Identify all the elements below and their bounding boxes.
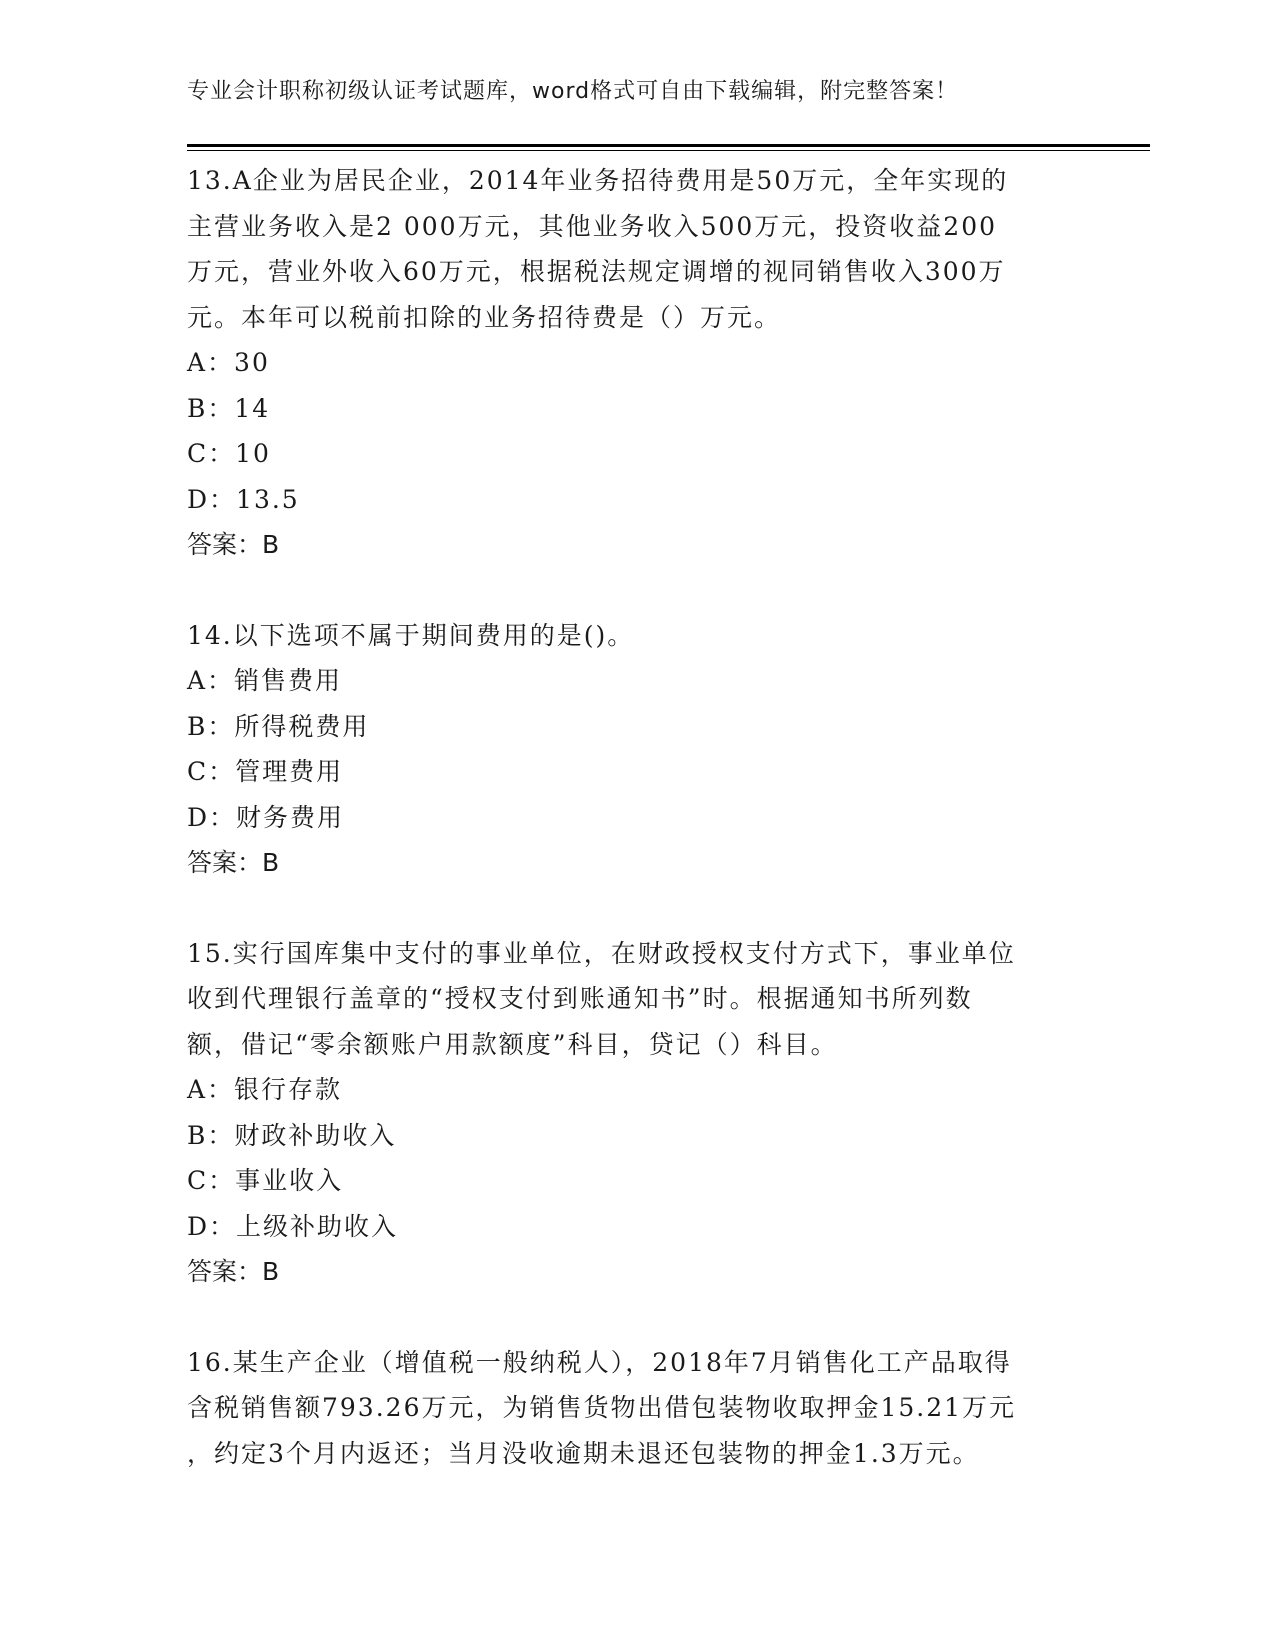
question-16 bbox=[187, 1340, 1077, 1477]
answer-line: 答案：B bbox=[187, 848, 280, 877]
option-b: B：所得税费用 bbox=[187, 711, 370, 741]
option-d: D：上级补助收入 bbox=[187, 1211, 399, 1241]
question-text-line: 额，借记“零余额账户用款额度”科目，贷记（）科目。 bbox=[187, 1029, 838, 1059]
question-text-line: 主营业务收入是2 000万元，其他业务收入500万元，投资收益200 bbox=[187, 211, 998, 241]
question-list bbox=[187, 158, 1077, 1476]
header-rule-thick bbox=[187, 144, 1150, 147]
option-b: B：财政补助收入 bbox=[187, 1120, 397, 1150]
question-text-line: 收到代理银行盖章的“授权支付到账通知书”时。根据通知书所列数 bbox=[187, 984, 973, 1013]
option-b: B：14 bbox=[187, 393, 271, 423]
question-text-line: ，约定3个月内返还；当月没收逾期未退还包装物的押金1.3万元。 bbox=[187, 1438, 980, 1468]
question-text-line: 万元，营业外收入60万元，根据税法规定调增的视同销售收入300万 bbox=[187, 257, 1006, 286]
question-14 bbox=[187, 613, 1077, 886]
header-rule-thin bbox=[187, 150, 1150, 151]
question-text-line: 含税销售额793.26万元，为销售货物出借包装物收取押金15.21万元 bbox=[187, 1393, 1017, 1422]
question-13 bbox=[187, 158, 1077, 568]
question-text-line: 元。本年可以税前扣除的业务招待费是（）万元。 bbox=[187, 302, 782, 332]
option-c: C：10 bbox=[187, 439, 271, 468]
question-text-line: 16.某生产企业（增值税一般纳税人），2018年7月销售化工产品取得 bbox=[187, 1347, 1012, 1377]
answer-line: 答案：B bbox=[187, 1257, 280, 1286]
option-c: C：管理费用 bbox=[187, 757, 344, 786]
option-a: A：30 bbox=[187, 348, 270, 377]
option-d: D：13.5 bbox=[187, 484, 300, 514]
page-header: 专业会计职称初级认证考试题库，word格式可自由下载编辑，附完整答案！ bbox=[187, 79, 959, 104]
answer-line: 答案：B bbox=[187, 530, 280, 559]
question-text-line: 15.实行国库集中支付的事业单位，在财政授权支付方式下，事业单位 bbox=[187, 938, 1016, 968]
question-text-line: 13.A企业为居民企业，2014年业务招待费用是50万元，全年实现的 bbox=[187, 166, 1009, 195]
option-d: D：财务费用 bbox=[187, 802, 345, 832]
question-15 bbox=[187, 931, 1077, 1295]
option-a: A：银行存款 bbox=[187, 1075, 343, 1104]
option-a: A：销售费用 bbox=[187, 666, 343, 695]
option-c: C：事业收入 bbox=[187, 1166, 344, 1195]
question-text-line: 14.以下选项不属于期间费用的是()。 bbox=[187, 620, 635, 650]
